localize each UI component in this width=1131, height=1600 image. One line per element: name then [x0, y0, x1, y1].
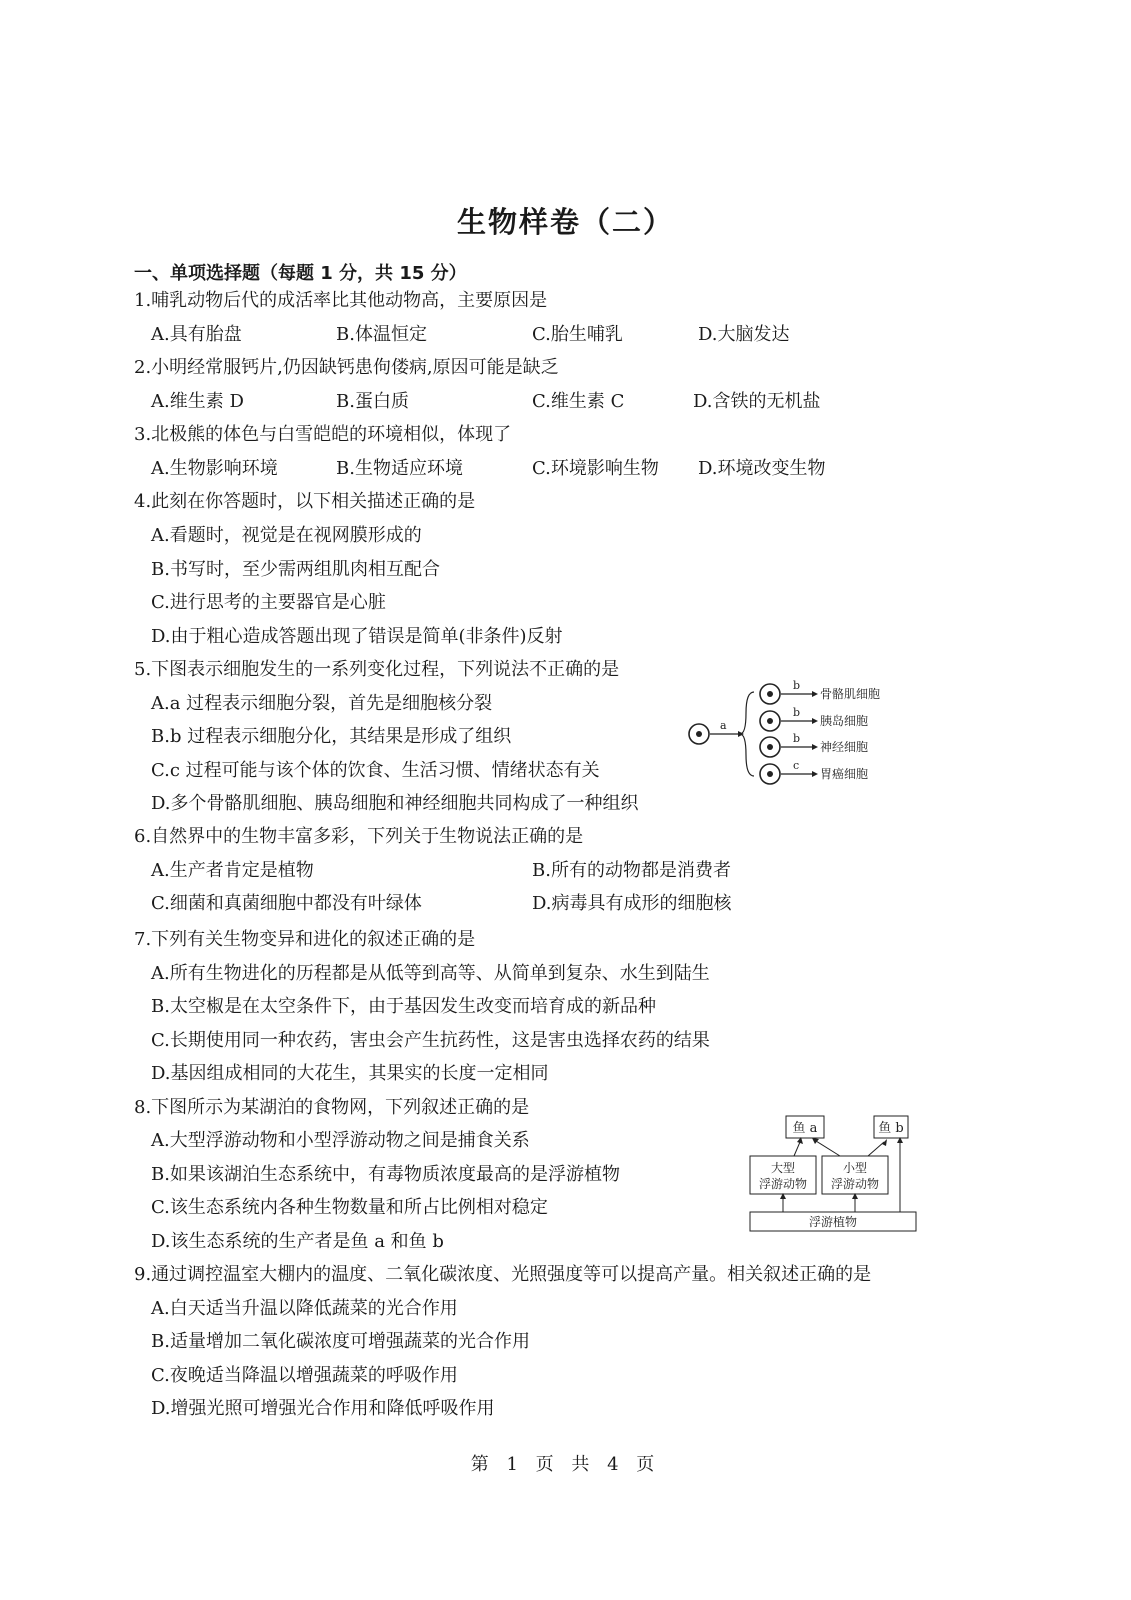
- option: C.长期使用同一种农药，害虫会产生抗药性，这是害虫选择农药的结果: [151, 1030, 710, 1051]
- option: B.书写时，至少需两组肌肉相互配合: [151, 559, 440, 580]
- page-title: 生物样卷（二）: [456, 205, 674, 239]
- option: D.增强光照可增强光合作用和降低呼吸作用: [151, 1398, 495, 1419]
- option: D.基因组成相同的大花生，其果实的长度一定相同: [151, 1063, 549, 1084]
- option: B.蛋白质: [336, 391, 409, 412]
- phytoplankton-node: [750, 1212, 916, 1231]
- option: D.含铁的无机盐: [693, 391, 821, 412]
- process-b-label: b: [793, 732, 801, 745]
- question-stem: 7.下列有关生物变异和进化的叙述正确的是: [134, 929, 476, 950]
- option: D.病毒具有成形的细胞核: [532, 893, 732, 914]
- option: B.如果该湖泊生态系统中，有毒物质浓度最高的是浮游植物: [151, 1164, 620, 1185]
- option: D.多个骨骼肌细胞、胰岛细胞和神经细胞共同构成了一种组织: [151, 793, 639, 814]
- cell-process-figure: [684, 678, 904, 790]
- page-footer: 第 1 页 共 4 页: [470, 1454, 661, 1475]
- cell-type-label: 胰岛细胞: [820, 714, 869, 728]
- process-c-label: c: [793, 759, 800, 772]
- option: C.c 过程可能与该个体的饮食、生活习惯、情绪状态有关: [151, 760, 600, 781]
- cell-type-label: 胃癌细胞: [820, 767, 869, 781]
- question-stem: 8.下图所示为某湖泊的食物网，下列叙述正确的是: [134, 1097, 530, 1118]
- question-stem: 5.下图表示细胞发生的一系列变化过程，下列说法不正确的是: [134, 659, 620, 680]
- option: C.维生素 C: [532, 391, 625, 412]
- question-stem: 2.小明经常服钙片,仍因缺钙患佝偻病,原因可能是缺乏: [134, 357, 559, 378]
- source-cell: [689, 724, 709, 744]
- option: A.具有胎盘: [151, 324, 242, 345]
- svg-text:大型: 大型: [770, 1161, 796, 1175]
- cell-branch: [760, 732, 868, 757]
- option: B.b 过程表示细胞分化，其结果是形成了组织: [151, 726, 512, 747]
- question-stem: 9.通过调控温室大棚内的温度、二氧化碳浓度、光照强度等可以提高产量。相关叙述正确的是: [134, 1264, 872, 1285]
- option: B.体温恒定: [336, 324, 427, 345]
- fish-b-node: [874, 1116, 908, 1138]
- svg-text:浮游植物: 浮游植物: [808, 1215, 858, 1229]
- option: A.生物影响环境: [151, 458, 278, 479]
- question-stem: 3.北极熊的体色与白雪皑皑的环境相似，体现了: [134, 424, 512, 445]
- option: A.白天适当升温以降低蔬菜的光合作用: [151, 1298, 458, 1319]
- process-b-label: b: [793, 706, 801, 719]
- option: D.由于粗心造成答题出现了错误是简单(非条件)反射: [151, 626, 563, 647]
- option: A.所有生物进化的历程都是从低等到高等、从简单到复杂、水生到陆生: [151, 963, 710, 984]
- food-web-figure: [744, 1112, 920, 1234]
- question-stem: 4.此刻在你答题时，以下相关描述正确的是: [134, 491, 476, 512]
- process-a-label: a: [720, 719, 727, 732]
- svg-text:鱼 a: 鱼 a: [792, 1121, 818, 1136]
- option: D.该生态系统的生产者是鱼 a 和鱼 b: [151, 1231, 444, 1252]
- option: C.夜晚适当降温以增强蔬菜的呼吸作用: [151, 1365, 458, 1386]
- svg-text:鱼 b: 鱼 b: [878, 1121, 904, 1136]
- option: A.生产者肯定是植物: [151, 860, 314, 881]
- svg-text:浮游动物: 浮游动物: [758, 1177, 808, 1191]
- option: A.看题时，视觉是在视网膜形成的: [151, 525, 422, 546]
- cell-branch: [760, 679, 880, 704]
- question-stem: 1.哺乳动物后代的成活率比其他动物高，主要原因是: [134, 290, 548, 311]
- option: C.细菌和真菌细胞中都没有叶绿体: [151, 893, 422, 914]
- option: D.环境改变生物: [698, 458, 826, 479]
- option: B.所有的动物都是消费者: [532, 860, 731, 881]
- option: B.适量增加二氧化碳浓度可增强蔬菜的光合作用: [151, 1331, 530, 1352]
- option: A.大型浮游动物和小型浮游动物之间是捕食关系: [151, 1130, 530, 1151]
- question-stem: 6.自然界中的生物丰富多彩，下列关于生物说法正确的是: [134, 826, 584, 847]
- svg-text:浮游动物: 浮游动物: [830, 1177, 880, 1191]
- option: C.环境影响生物: [532, 458, 659, 479]
- cell-type-label: 神经细胞: [820, 740, 869, 754]
- option: A.a 过程表示细胞分裂，首先是细胞核分裂: [151, 693, 493, 714]
- fish-a-node: [786, 1116, 824, 1138]
- option: B.生物适应环境: [336, 458, 463, 479]
- process-b-label: b: [793, 679, 801, 692]
- cell-branch: [760, 759, 868, 784]
- cell-type-label: 骨骼肌细胞: [820, 687, 881, 701]
- svg-text:小型: 小型: [842, 1161, 868, 1175]
- small-zooplankton-node: [822, 1156, 888, 1194]
- option: C.胎生哺乳: [532, 324, 623, 345]
- option: A.维生素 D: [151, 391, 244, 412]
- option: B.太空椒是在太空条件下，由于基因发生改变而培育成的新品种: [151, 996, 656, 1017]
- section-heading: 一、单项选择题（每题 1 分，共 15 分）: [134, 263, 467, 284]
- option: C.该生态系统内各种生物数量和所占比例相对稳定: [151, 1197, 548, 1218]
- option: D.大脑发达: [698, 324, 790, 345]
- large-zooplankton-node: [750, 1156, 816, 1194]
- cell-branch: [760, 706, 868, 731]
- option: C.进行思考的主要器官是心脏: [151, 592, 386, 613]
